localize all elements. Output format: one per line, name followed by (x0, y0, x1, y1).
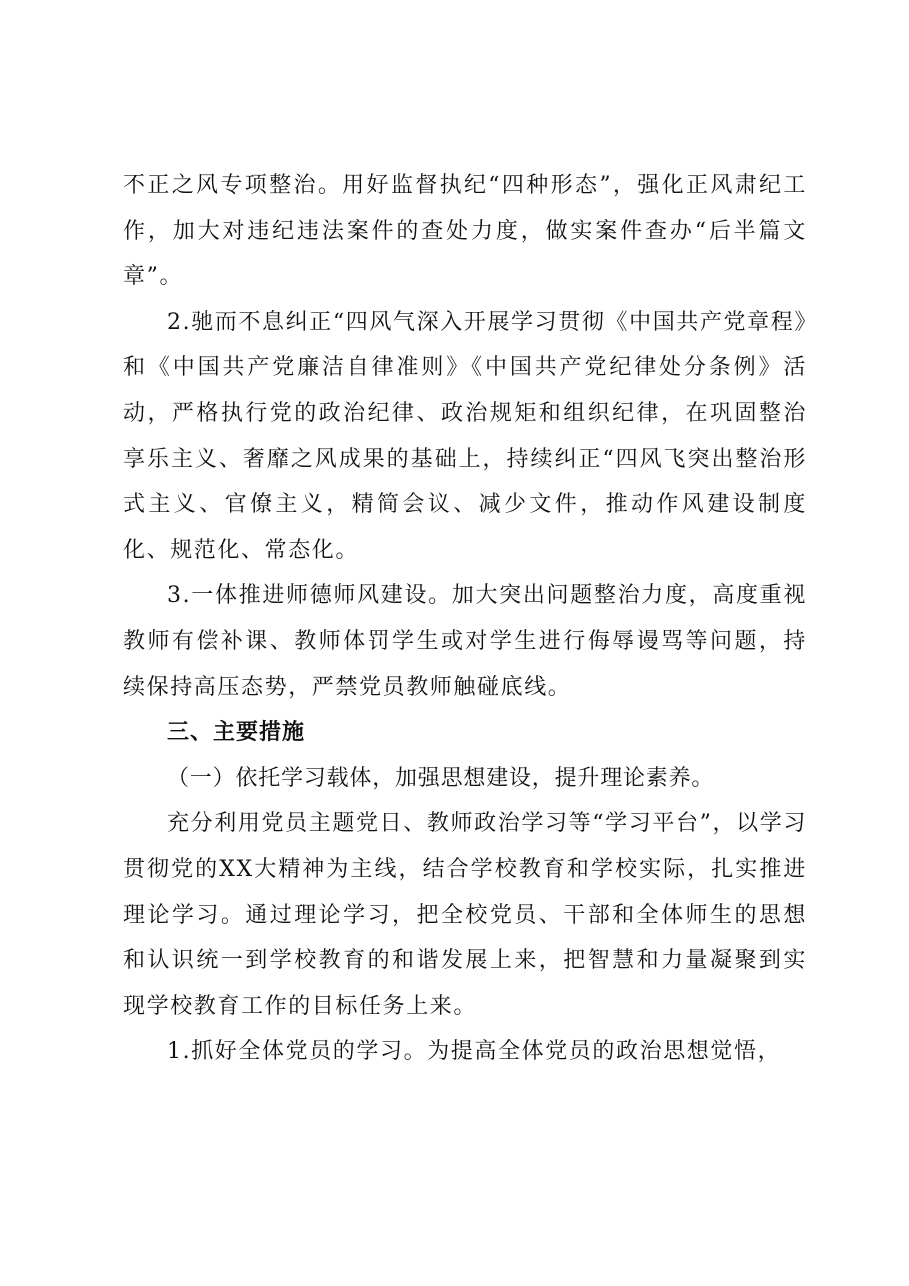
paragraph-item-3: 3.一体推进师德师风建设。加大突出问题整治力度，高度重视教师有偿补课、教师体罚学生或对学生进行侮辱谩骂等问题，持续保持高压态势，严禁党员教师触碰底线。 (123, 583, 807, 700)
document-body (123, 163, 807, 1075)
paragraph-item-2: 2.驰而不息纠正“四风气深入开展学习贯彻《中国共产党章程》和《中国共产党廉洁自律准则》《中国共产党纪律处分条例》活动，严格执行党的政治纪律、政治规矩和组织纪律，在巩固整治享乐主义、奢靡之风成果的基础上，持续纠正“四风飞突出整治形式主义、官僚主义，精简会议、减少文件，推动作风建设制度化、规范化、常态化。 (123, 309, 807, 563)
paragraph-body: 充分利用党员主题党日、教师政治学习等“学习平台”，以学习贯彻党的XX大精神为主线，结合学校教育和学校实际，扎实推进理论学习。通过理论学习，把全校党员、干部和全体师生的思想和认识统一到学校教育的和谐发展上来，把智慧和力量凝聚到实现学校教育工作的目标任务上来。 (123, 811, 807, 1019)
section-heading: 三、主要措施 (167, 720, 306, 746)
subsection-heading: （一）依托学习载体，加强思想建设，提升理论素养。 (167, 765, 715, 791)
paragraph-continuation: 不正之风专项整治。用好监督执纪“四种形态”，强化正风肃纪工作，加大对违纪违法案件的查处力度，做实案件查办“后半篇文章”。 (123, 173, 807, 290)
paragraph-item-1: 1.抓好全体党员的学习。为提高全体党员的政治思想觉悟， (167, 1039, 782, 1065)
